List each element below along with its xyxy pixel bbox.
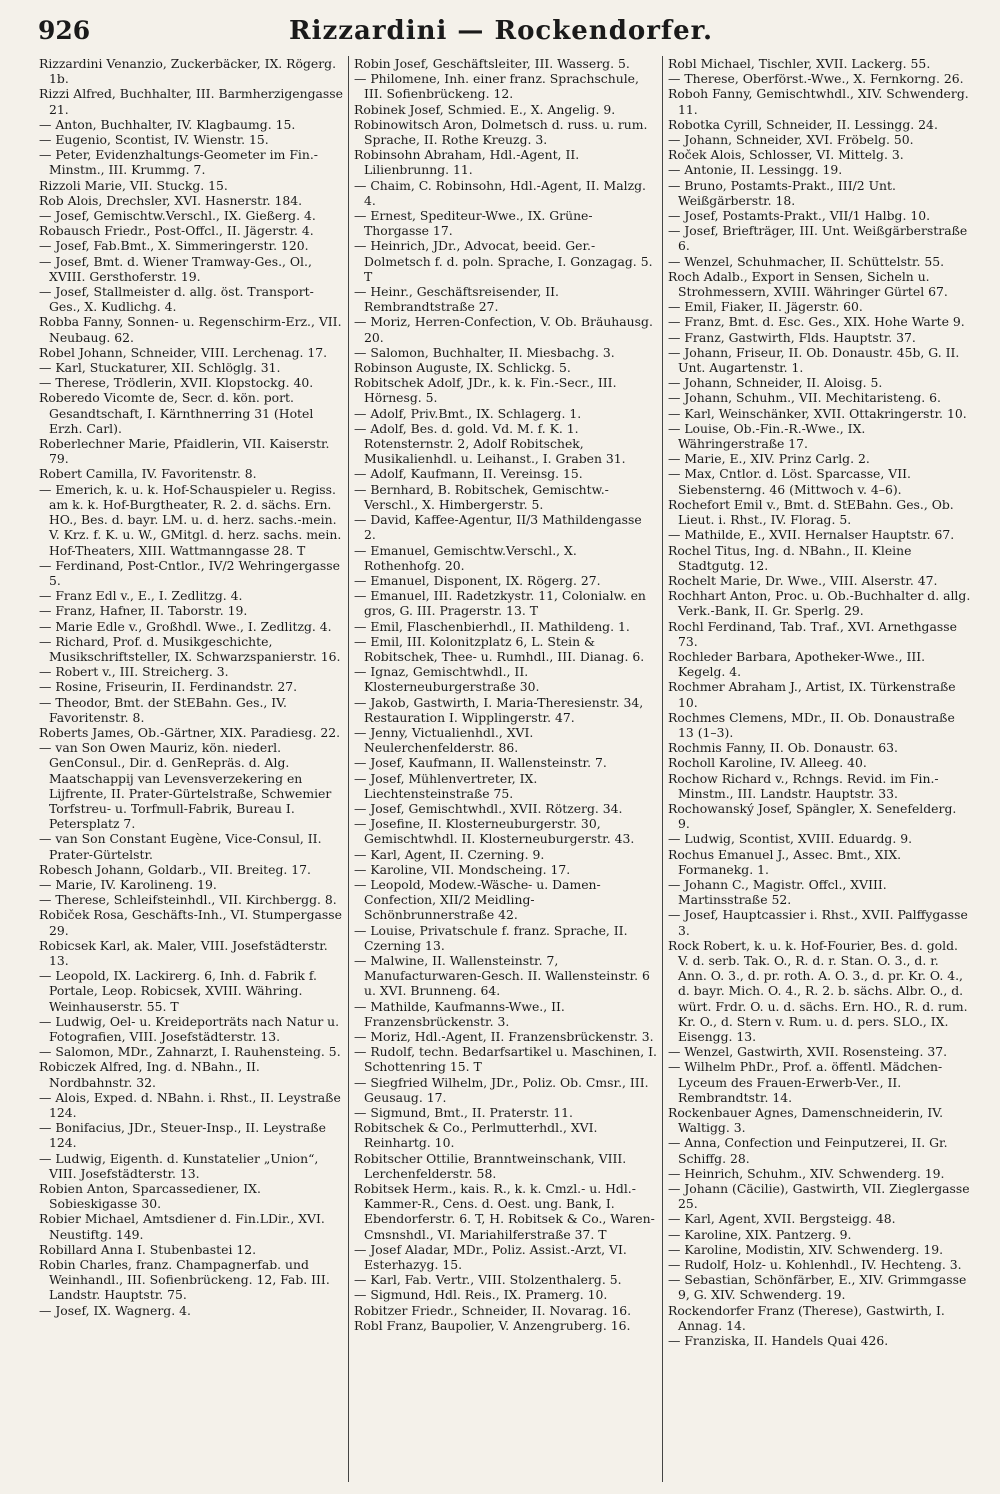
directory-entry: Rochmes Clemens, MDr., II. Ob. Donaustraße 13 (1–3). — [668, 709, 955, 740]
directory-entry: Roch Adalb., Export in Sensen, Sicheln u. Strohmessern, XVIII. Währinger Gürtel 67. — [668, 268, 948, 300]
directory-entry: Rizzoli Marie, VII. Stuckg. 15. — [39, 177, 228, 193]
directory-entry: Rochel Titus, Ing. d. NBahn., II. Kleine Stadtgutg. 12. — [668, 542, 912, 573]
directory-entry: — Max, Cntlor. d. Löst. Sparcasse, VII. Siebensterng. 46 (Mittwoch v. 4–6). — [668, 466, 911, 497]
directory-entry: — Josef Aladar, MDr., Poliz. Assist.-Arzt, VI. Esterhazyg. 15. — [354, 1241, 627, 1273]
directory-entry: Robier Michael, Amtsdiener d. Fin.LDir., XVI. Neustiftg. 149. — [39, 1211, 325, 1242]
directory-entry: Rochleder Barbara, Apotheker-Wwe., III. Kegelg. 4. — [668, 648, 926, 680]
directory-entry: — Karl, Stuckaturer, XII. Schlöglg. 31. — [39, 360, 281, 376]
directory-entry: — Heinrich, Schuhm., XIV. Schwenderg. 19. — [668, 1165, 945, 1181]
directory-entry: — Adolf, Bes. d. gold. Vd. M. f. K. 1. Rotensternstr. 2, Adolf Robitschek, Musikalienhdl. u. Leihanst., I. Graben 31. — [354, 420, 626, 467]
directory-entry: — Jakob, Gastwirth, I. Maria-Theresienstr. 34, Restauration I. Wipplingerstr. 47. — [354, 694, 644, 725]
directory-entry: — Bonifacius, JDr., Steuer-Insp., II. Leystraße 124. — [39, 1120, 326, 1151]
directory-entry: Robl Franz, Baupolier, V. Anzengruberg. 16. — [354, 1317, 631, 1333]
directory-entry: Rizzardini Venanzio, Zuckerbäcker, IX. Rögerg. 1b. — [39, 56, 337, 87]
page-title: Rizzardini — Rockendorfer. — [288, 16, 714, 46]
directory-entry: — Josef, Mühlenvertreter, IX. Liechtensteinstraße 75. — [354, 770, 538, 801]
directory-entry: — Emerich, k. u. k. Hof-Schauspieler u. Regiss. am k. k. Hof-Burgtheater, R. 2. d. sächs. Ern. HO., Bes. d. bayr. LM. u. d. herz. sachs.-mein. V. Krz. f. K. u. W., GMitgl. d. herz. sachs. mein. Hof-Theaters, XIII. Wattmanngasse 28. T — [39, 481, 342, 558]
directory-entry: — Anna, Confection und Feinputzerei, II. Gr. Schiffg. 28. — [668, 1135, 948, 1166]
directory-entry: — Anton, Buchhalter, IV. Klagbaumg. 15. — [39, 116, 296, 132]
directory-entry: — Leopold, IX. Lackirerg. 6, Inh. d. Fabrik f. Portale, Leop. Robicsek, XVIII. Währing. Weinhauserstr. 55. T — [39, 968, 317, 1014]
directory-entry: Rockenbauer Agnes, Damenschneiderin, IV. Waltigg. 3. — [668, 1105, 944, 1136]
directory-entry: — Karl, Fab. Vertr., VIII. Stolzenthalerg. 5. — [354, 1272, 622, 1288]
directory-entry: — Theodor, Bmt. der StEBahn. Ges., IV. Favoritenstr. 8. — [39, 694, 287, 725]
directory-entry: — Louise, Privatschule f. franz. Sprache, II. Czerning 13. — [354, 922, 628, 953]
directory-entry: — Leopold, Modew.-Wäsche- u. Damen-Confection, XII/2 Meidling-Schönbrunnerstraße 42. — [354, 876, 601, 923]
directory-entry: — Adolf, Kaufmann, II. Vereinsg. 15. — [354, 466, 583, 482]
directory-entry: — Antonie, II. Lessingg. 19. — [668, 162, 843, 178]
directory-entry: — Josef, Hauptcassier i. Rhst., XVII. Palffygasse 3. — [668, 907, 968, 938]
directory-entry: — Josef, Gemischtwhdl., XVII. Rötzerg. 34. — [354, 800, 623, 816]
column-middle — [348, 56, 662, 1482]
directory-entry: — Emil, Fiaker, II. Jägerstr. 60. — [668, 299, 863, 315]
directory-entry: — Salomon, MDr., Zahnarzt, I. Rauhensteing. 5. — [39, 1044, 341, 1060]
page-header — [34, 14, 968, 48]
directory-entry: — Johann, Schneider, II. Aloisg. 5. — [668, 375, 883, 391]
directory-entry: Robinowitsch Aron, Dolmetsch d. russ. u. rum. Sprache, II. Rothe Kreuzg. 3. — [354, 116, 648, 148]
directory-entry: — Rudolf, techn. Bedarfsartikel u. Maschinen, I. Schottenring 15. T — [354, 1044, 657, 1075]
directory-entry: — Siegfried Wilhelm, JDr., Poliz. Ob. Cmsr., III. Geusaug. 17. — [354, 1074, 649, 1105]
directory-entry: Robiček Rosa, Geschäfts-Inh., VI. Stumpergasse 29. — [39, 907, 342, 938]
directory-entry: — Johann, Schneider, XVI. Fröbelg. 50. — [668, 132, 914, 148]
directory-entry: — Bernhard, B. Robitschek, Gemischtw.-Verschl., X. Himbergerstr. 5. — [354, 481, 609, 512]
directory-entry: — Josef, Bmt. d. Wiener Tramway-Ges., Ol., XVIII. Gersthoferstr. 19. — [39, 253, 312, 284]
directory-entry: Robotka Cyrill, Schneider, II. Lessingg. 24. — [668, 116, 938, 132]
directory-entry: Robillard Anna I. Stubenbastei 12. — [39, 1241, 257, 1257]
directory-entry: — Ludwig, Scontist, XVIII. Eduardg. 9. — [668, 831, 913, 847]
directory-entry: Rochmer Abraham J., Artist, IX. Türkenstraße 10. — [668, 679, 956, 710]
column-right — [662, 56, 976, 1482]
page-number: 926 — [38, 16, 91, 45]
directory-entry: Robin Charles, franz. Champagnerfab. und Weinhandl., III. Sofienbrückeng. 12, Fab. III. Landstr. Hauptstr. 75. — [39, 1257, 330, 1303]
directory-entry: Rock Robert, k. u. k. Hof-Fourier, Bes. d. gold. V. d. serb. Tak. O., R. d. r. Stan. O. 3., d. r. Ann. O. 3., d. pr. roth. A. O. 3., d. pr. Kr. O. 4., d. bayr. Mich. O. 4., R. 2. b. sächs. Albr. O., d. würt. Frdr. O. u. d. sächs. Ern. HO., R. d. rum. Kr. O., d. Stern v. Rum. u. d. pers. SLO., IX. Eisengg. 13. — [668, 937, 968, 1044]
directory-entry: Rocholl Karoline, IV. Alleeg. 40. — [668, 755, 867, 771]
directory-entry: — Rudolf, Holz- u. Kohlenhdl., IV. Hechteng. 3. — [668, 1257, 962, 1273]
directory-entry: — Peter, Evidenzhaltungs-Geometer im Fin.-Minstm., III. Krummg. 7. — [39, 147, 318, 178]
directory-entry: — Heinrich, JDr., Advocat, beeid. Ger.-Dolmetsch f. d. poln. Sprache, I. Gonzagag. 5. T — [354, 238, 653, 284]
directory-entry: — Chaim, C. Robinsohn, Hdl.-Agent, II. Malzg. 4. — [354, 177, 646, 208]
directory-entry: — Josefine, II. Klosterneuburgerstr. 30, Gemischtwhdl. II. Klosterneuburgerstr. 43. — [354, 816, 635, 847]
directory-entry: Rochelt Marie, Dr. Wwe., VIII. Alserstr. 47. — [668, 572, 938, 588]
directory-entry: Rochow Richard v., Rchngs. Revid. im Fin.-Minstm., III. Landstr. Hauptstr. 33. — [668, 770, 939, 801]
directory-entry: — Johann, Friseur, II. Ob. Donaustr. 45b, G. II. Unt. Augartenstr. 1. — [668, 344, 960, 376]
directory-entry: — Josef, Stallmeister d. allg. öst. Transport-Ges., X. Kudlichg. 4. — [39, 284, 314, 315]
directory-entry: — Salomon, Buchhalter, II. Miesbachg. 3. — [354, 344, 615, 360]
directory-entry: Roberlechner Marie, Pfaidlerin, VII. Kaiserstr. 79. — [39, 436, 330, 467]
directory-entry: Robicsek Karl, ak. Maler, VIII. Josefstädterstr. 13. — [39, 937, 328, 968]
directory-entry: — Karl, Agent, XVII. Bergsteigg. 48. — [668, 1211, 896, 1227]
directory-entry: — Josef, IX. Wagnerg. 4. — [39, 1302, 191, 1318]
directory-entry: — Heinr., Geschäftsreisender, II. Rembrandtstraße 27. — [354, 284, 559, 315]
directory-entry: — Emil, III. Kolonitzplatz 6, L. Stein & Robitschek, Thee- u. Rumhdl., III. Dianag. 6. — [354, 633, 645, 664]
directory-entry: — Karoline, Modistin, XIV. Schwenderg. 19. — [668, 1241, 944, 1257]
directory-entry: — Franziska, II. Handels Quai 426. — [668, 1333, 889, 1349]
directory-entry: — Louise, Ob.-Fin.-R.-Wwe., IX. Währingerstraße 17. — [668, 420, 866, 452]
directory-entry: — Therese, Schleifsteinhdl., VII. Kirchbergg. 8. — [39, 892, 337, 908]
directory-entry: — Ludwig, Eigenth. d. Kunstatelier „Union“, VIII. Josefstädterstr. 13. — [39, 1150, 319, 1181]
directory-entry: — Therese, Oberförst.-Wwe., X. Fernkorng. 26. — [668, 71, 964, 87]
directory-entry: — Josef, Postamts-Prakt., VII/1 Halbg. 10. — [668, 208, 931, 224]
directory-entry: Roberts James, Ob.-Gärtner, XIX. Paradiesg. 22. — [39, 724, 341, 740]
directory-entry: — van Son Owen Mauriz, kön. niederl. GenConsul., Dir. d. GenRepräs. d. Alg. Maatschappij van Levensverzekering en Lijfrente, II. Prater-Gürtelstraße, Schwemier Torfstreu- u. Torfmull-Fabrik, Bureau I. Petersplatz 7. — [39, 740, 332, 832]
directory-entry: Rochhart Anton, Proc. u. Ob.-Buchhalter d. allg. Verk.-Bank, II. Gr. Sperlg. 29. — [668, 588, 971, 619]
directory-entry: — Johann, Schuhm., VII. Mechitaristeng. 6. — [668, 390, 941, 406]
directory-entry: Rizzi Alfred, Buchhalter, III. Barmherzigengasse 21. — [39, 86, 343, 117]
directory-entry: — Adolf, Priv.Bmt., IX. Schlagerg. 1. — [354, 405, 582, 421]
directory-entry: Robesch Johann, Goldarb., VII. Breiteg. 17. — [39, 861, 311, 877]
directory-entry: Rob Alois, Drechsler, XVI. Hasnerstr. 184. — [39, 192, 303, 208]
directory-entry: — Karoline, XIX. Pantzerg. 9. — [668, 1226, 852, 1242]
directory-entry: — Ferdinand, Post-Cntlor., IV/2 Wehringergasse 5. — [39, 557, 340, 588]
directory-entry: — Philomene, Inh. einer franz. Sprachschule, III. Sofienbrückeng. 12. — [354, 71, 639, 102]
directory-entry: Robitzer Friedr., Schneider, II. Novarag. 16. — [354, 1302, 632, 1318]
directory-entry: Robinek Josef, Schmied. E., X. Angelig. 9. — [354, 101, 616, 117]
directory-entry: — Mathilde, E., XVII. Hernalser Hauptstr. 67. — [668, 527, 955, 543]
directory-entry: — Josef, Kaufmann, II. Wallensteinstr. 7. — [354, 755, 607, 771]
directory-entry: Roberedo Vicomte de, Secr. d. kön. port. Gesandtschaft, I. Kärnthnerring 31 (Hotel Erzh. Carl). — [39, 390, 314, 436]
directory-entry: — Johann C., Magistr. Offcl., XVIII. Martinsstraße 52. — [668, 876, 887, 908]
directory-columns — [34, 56, 978, 1482]
directory-entry: — Wenzel, Gastwirth, XVII. Rosensteing. 37. — [668, 1044, 948, 1060]
directory-entry: — Emanuel, III. Radetzkystr. 11, Colonialw. en gros, G. III. Pragerstr. 13. T — [354, 588, 646, 619]
directory-entry: — Sigmund, Bmt., II. Praterstr. 11. — [354, 1105, 573, 1121]
directory-entry: — Josef, Briefträger, III. Unt. Weißgärberstraße 6. — [668, 223, 968, 254]
directory-entry: — Ludwig, Oel- u. Kreideporträts nach Natur u. Fotografien, VIII. Josefstädterstr. 13. — [39, 1013, 340, 1044]
directory-entry: — Marie, IV. Karolineng. 19. — [39, 876, 217, 892]
directory-entry: — van Son Constant Eugène, Vice-Consul, II. Prater-Gürtelstr. — [39, 831, 322, 862]
directory-entry: — Marie Edle v., Großhdl. Wwe., I. Zedlitzg. 4. — [39, 618, 332, 634]
directory-entry: — Moriz, Hdl.-Agent, II. Franzensbrückenstr. 3. — [354, 1029, 654, 1044]
column-left — [34, 56, 348, 1482]
directory-entry: — Franz, Hafner, II. Taborstr. 19. — [39, 603, 248, 619]
directory-entry: Rochowanský Josef, Spängler, X. Senefelderg. 9. — [668, 800, 957, 832]
directory-entry: — David, Kaffee-Agentur, II/3 Mathildengasse 2. — [354, 512, 642, 543]
directory-entry: — Karoline, VII. Mondscheing. 17. — [354, 861, 571, 877]
directory-entry: Robert Camilla, IV. Favoritenstr. 8. — [39, 466, 257, 482]
directory-entry: Rochl Ferdinand, Tab. Traf., XVI. Arnethgasse 73. — [668, 618, 957, 649]
directory-entry: Robinsohn Abraham, Hdl.-Agent, II. Lilienbrunng. 11. — [354, 147, 580, 178]
directory-entry: — Johann (Cäcilie), Gastwirth, VII. Zieglergasse 25. — [668, 1181, 970, 1212]
directory-entry: Robien Anton, Sparcassediener, IX. Sobieskigasse 30. — [39, 1181, 261, 1212]
directory-entry: — Eugenio, Scontist, IV. Wienstr. 15. — [39, 132, 269, 148]
directory-entry: — Emil, Flaschenbierhdl., II. Mathildeng. 1. — [354, 618, 630, 634]
directory-entry: Robiczek Alfred, Ing. d. NBahn., II. Nordbahnstr. 32. — [39, 1059, 260, 1090]
directory-entry: Robba Fanny, Sonnen- u. Regenschirm-Erz., VII. Neubaug. 62. — [39, 314, 342, 345]
directory-entry: Robitschek & Co., Perlmutterhdl., XVI. Reinhartg. 10. — [354, 1120, 598, 1151]
directory-entry: Rochmis Fanny, II. Ob. Donaustr. 63. — [668, 740, 898, 756]
directory-entry: — Rosine, Friseurin, II. Ferdinandstr. 27. — [39, 679, 298, 695]
directory-entry: Robin Josef, Geschäftsleiter, III. Wasserg. 5. — [354, 56, 630, 71]
directory-entry: — Karl, Weinschänker, XVII. Ottakringerstr. 10. — [668, 405, 967, 421]
directory-entry: Roboh Fanny, Gemischtwhdl., XIV. Schwenderg. 11. — [668, 86, 969, 117]
directory-entry: — Wenzel, Schuhmacher, II. Schüttelstr. 55. — [668, 253, 945, 269]
directory-entry: — Wilhelm PhDr., Prof. a. öffentl. Mädchen-Lyceum des Frauen-Erwerb-Ver., II. Rembrandtstr. 14. — [668, 1059, 943, 1105]
directory-entry: — Bruno, Postamts-Prakt., III/2 Unt. Weißgärberstr. 18. — [668, 177, 896, 208]
directory-entry: — Emanuel, Disponent, IX. Rögerg. 27. — [354, 572, 601, 588]
directory-entry: Rockendorfer Franz (Therese), Gastwirth, I. Annag. 14. — [668, 1302, 945, 1333]
directory-entry: — Franz Edl v., E., I. Zedlitzg. 4. — [39, 588, 243, 604]
directory-entry: — Josef, Fab.Bmt., X. Simmeringerstr. 120. — [39, 238, 309, 254]
directory-entry: — Marie, E., XIV. Prinz Carlg. 2. — [668, 451, 870, 467]
directory-entry: — Jenny, Victualienhdl., XVI. Neulerchenfelderstr. 86. — [354, 724, 534, 756]
directory-entry: Robitsek Herm., kais. R., k. k. Cmzl.- u. Hdl.-Kammer-R., Cens. d. Oest. ung. Bank, I. Ebendorferstr. 6. T, H. Robitsek & Co., Waren-Cmsnshdl., VI. Mariahilferstraße 37. T — [354, 1181, 655, 1242]
directory-entry: — Ignaz, Gemischtwhdl., II. Klosterneuburgerstraße 30. — [354, 664, 540, 695]
directory-entry: Robausch Friedr., Post-Offcl., II. Jägerstr. 4. — [39, 223, 314, 239]
directory-entry: — Karl, Agent, II. Czerning. 9. — [354, 846, 545, 862]
directory-entry: Rochus Emanuel J., Assec. Bmt., XIX. Formanekg. 1. — [668, 846, 902, 877]
directory-entry: — Ernest, Spediteur-Wwe., IX. Grüne-Thorgasse 17. — [354, 208, 593, 239]
directory-entry: — Josef, Gemischtw.Verschl., IX. Gießerg. 4. — [39, 208, 316, 224]
directory-entry: Roček Alois, Schlosser, VI. Mittelg. 3. — [668, 147, 904, 163]
directory-entry: — Robert v., III. Streicherg. 3. — [39, 664, 229, 680]
directory-entry: Robl Michael, Tischler, XVII. Lackerg. 55. — [668, 56, 931, 71]
directory-entry: Robinson Auguste, IX. Schlickg. 5. — [354, 360, 571, 376]
directory-entry: — Sebastian, Schönfärber, E., XIV. Grimmgasse 9, G. XIV. Schwenderg. 19. — [668, 1272, 967, 1303]
directory-entry: — Therese, Trödlerin, XVII. Klopstockg. 40. — [39, 375, 314, 391]
directory-entry: Robitscher Ottilie, Branntweinschank, VIII. Lerchenfelderstr. 58. — [354, 1150, 627, 1181]
directory-entry: — Moriz, Herren-Confection, V. Ob. Bräuhausg. 20. — [354, 314, 653, 345]
directory-entry: — Richard, Prof. d. Musikgeschichte, Musikschriftsteller, IX. Schwarzspanierstr. 16. — [39, 633, 341, 664]
directory-entry: — Emanuel, Gemischtw.Verschl., X. Rothenhofg. 20. — [354, 542, 577, 573]
directory-entry: — Franz, Bmt. d. Esc. Ges., XIX. Hohe Warte 9. — [668, 314, 965, 330]
directory-entry: Rochefort Emil v., Bmt. d. StEBahn. Ges., Ob. Lieut. i. Rhst., IV. Florag. 5. — [668, 496, 954, 528]
directory-entry: — Alois, Exped. d. NBahn. i. Rhst., II. Leystraße 124. — [39, 1089, 341, 1121]
directory-entry: Robitschek Adolf, JDr., k. k. Fin.-Secr., III. Hörnesg. 5. — [354, 375, 617, 406]
directory-entry: — Franz, Gastwirth, Flds. Hauptstr. 37. — [668, 329, 916, 345]
directory-entry: — Sigmund, Hdl. Reis., IX. Pramerg. 10. — [354, 1287, 608, 1303]
directory-entry: — Malwine, II. Wallensteinstr. 7, Manufacturwaren-Gesch. II. Wallensteinstr. 6 u. XVI. Brunneng. 64. — [354, 952, 650, 999]
directory-entry: — Mathilde, Kaufmanns-Wwe., II. Franzensbrückenstr. 3. — [354, 998, 565, 1029]
directory-entry: Robel Johann, Schneider, VIII. Lerchenag. 17. — [39, 344, 328, 360]
